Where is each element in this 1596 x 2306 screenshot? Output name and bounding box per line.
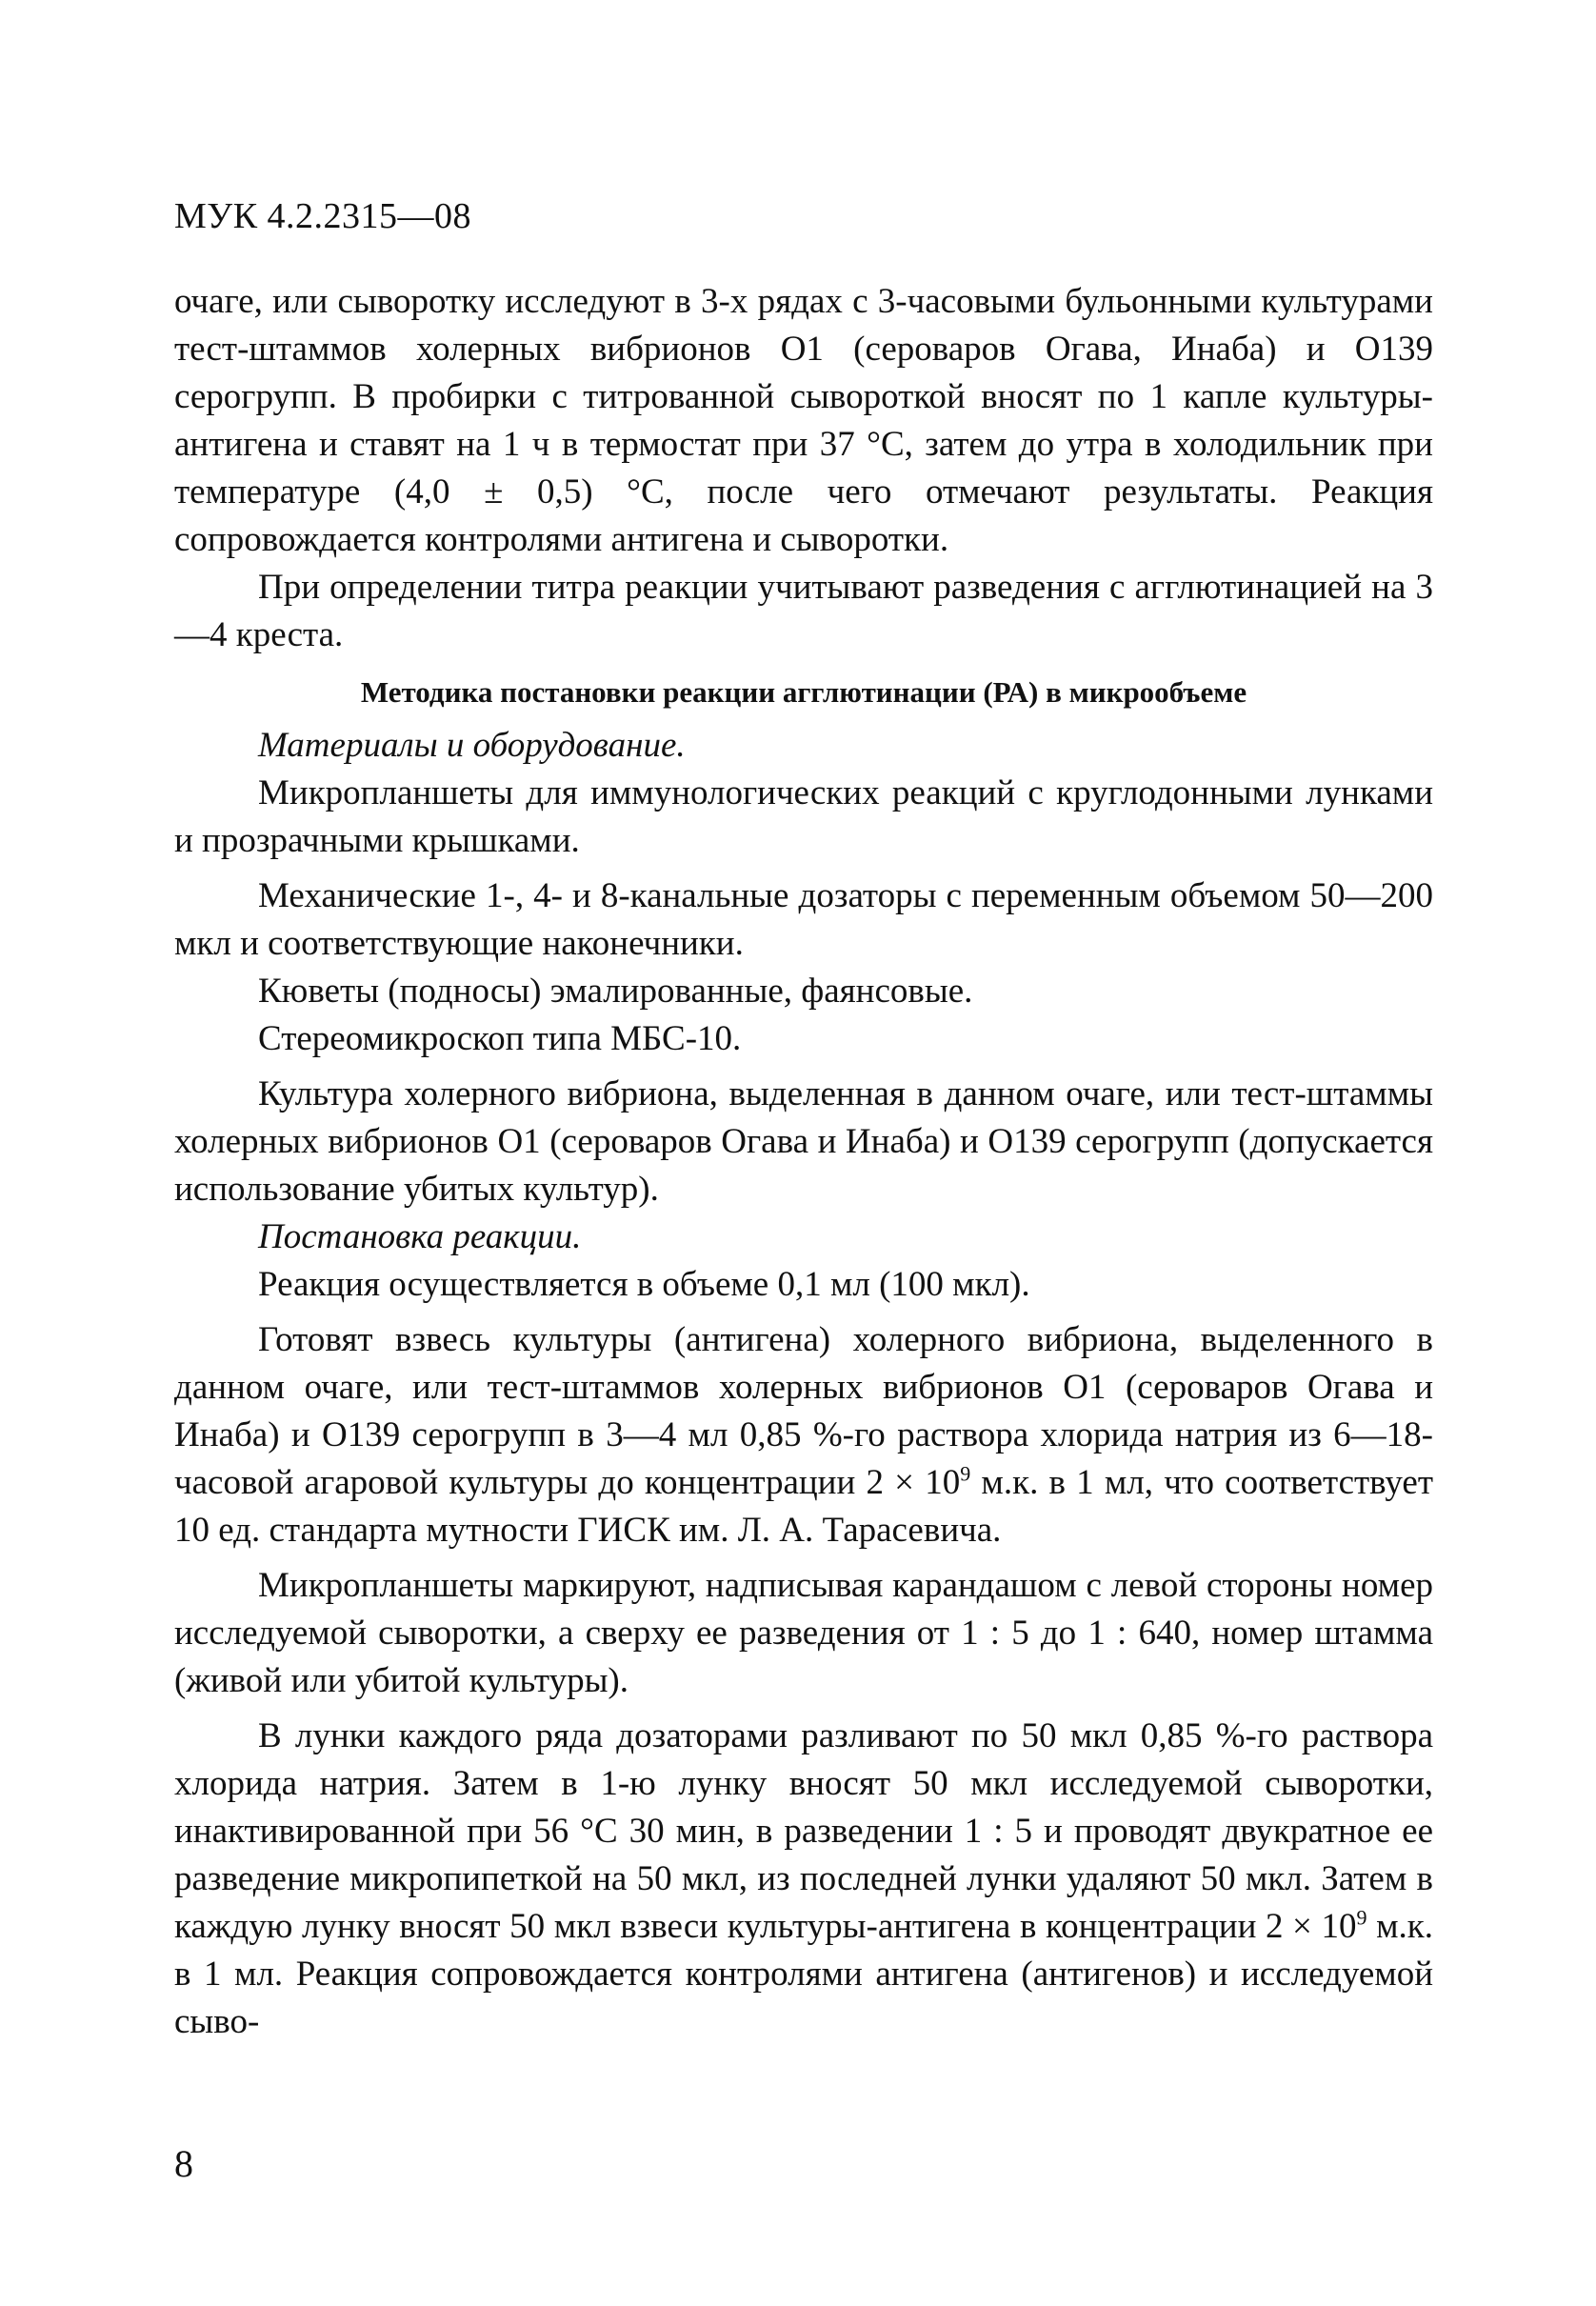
setup-heading: Постановка реакции. xyxy=(258,1217,582,1256)
paragraph-dispensers: Механические 1-, 4- и 8-канальные дозаторы с переменным объемом 50—200 мкл и соответствующие наконечники. xyxy=(174,876,1433,963)
page-number: 8 xyxy=(174,2142,193,2185)
document-header: МУК 4.2.2315—08 xyxy=(174,196,472,236)
paragraph-stereomicroscope: Стереомикроскоп типа МБС-10. xyxy=(258,1019,742,1058)
paragraph-marking: Микропланшеты маркируют, надписывая карандашом с левой стороны номер исследуемой сыворотки, а сверху ее разведения от 1 : 5 до 1 : 640, номер штамма (живой или убитой культуры). xyxy=(174,1566,1433,1700)
document-body xyxy=(174,278,1433,2046)
section-heading: Методика постановки реакции агглютинации (РА) в микрообъеме xyxy=(360,675,1247,709)
paragraph-volume: Реакция осуществляется в объеме 0,1 мл (100 мкл). xyxy=(258,1265,1030,1304)
paragraph-culture: Культура холерного вибриона, выделенная в данном очаге, или тест-штаммы холерных вибрионов O1 (сероваров Огава и Инаба) и O139 серогрупп (допускается использование убитых культур). xyxy=(174,1074,1433,1209)
paragraph-suspension xyxy=(174,1316,1433,1554)
paragraph-microplates: Микропланшеты для иммунологических реакций с круглодонными лунками и прозрачными крышками. xyxy=(174,773,1433,860)
exponent: 9 xyxy=(960,1461,971,1486)
paragraph-continuation: очаге, или сыворотку исследуют в 3-х рядах с 3-часовыми бульонными культурами тест-штаммов холерных вибрионов O1 (сероваров Огава, Инаба) и O139 серогрупп. В пробирки с титрованной сывороткой вносят по 1 капле культуры-антигена и ставят на 1 ч в термостат при 37 °С, затем до утра в холодильник при температуре (4,0 ± 0,5) °С, после чего отмечают результаты. Реакция сопровождается контролями антигена и сыворотки. xyxy=(174,282,1433,559)
paragraph-suspension-text-a: Готовят взвесь культуры (антигена) холерного вибриона, выделенного в данном очаге, или тест-штаммов холерных вибрионов O1 (сероваров Огава и Инаба) и O139 серогрупп в 3—4 мл 0,85 %-го раствора хлорида натрия из 6—18-часовой агаровой культуры до концентрации 2 × 10 xyxy=(174,1320,1433,1502)
paragraph-titer: При определении титра реакции учитывают разведения с агглютинацией на 3—4 креста. xyxy=(174,568,1433,654)
paragraph-procedure-text-a: В лунки каждого ряда дозаторами разливают по 50 мкл 0,85 %-го раствора хлорида натрия. Затем в 1-ю лунку вносят 50 мкл исследуемой сыворотки, инактивированной при 56 °С 30 мин, в разведении 1 : 5 и проводят двукратное ее разведение микропипеткой на 50 мкл, из последней лунки удаляют 50 мкл. Затем в каждую лунку вносят 50 мкл взвеси культуры-антигена в концентрации 2 × 10 xyxy=(174,1716,1433,1946)
paragraph-procedure-text-b: м.к. в 1 мл. Реакция сопровождается контролями антигена (антигенов) и исследуемой сыво- xyxy=(174,1907,1433,2041)
materials-heading: Материалы и оборудование. xyxy=(258,726,686,765)
paragraph-trays: Кюветы (подносы) эмалированные, фаянсовые. xyxy=(258,972,973,1011)
exponent: 9 xyxy=(1356,1905,1367,1930)
paragraph-procedure xyxy=(174,1713,1433,2046)
paragraph-suspension-text-b: м.к. в 1 мл, что соответствует 10 ед. стандарта мутности ГИСК им. Л. А. Тарасевича. xyxy=(174,1463,1433,1550)
